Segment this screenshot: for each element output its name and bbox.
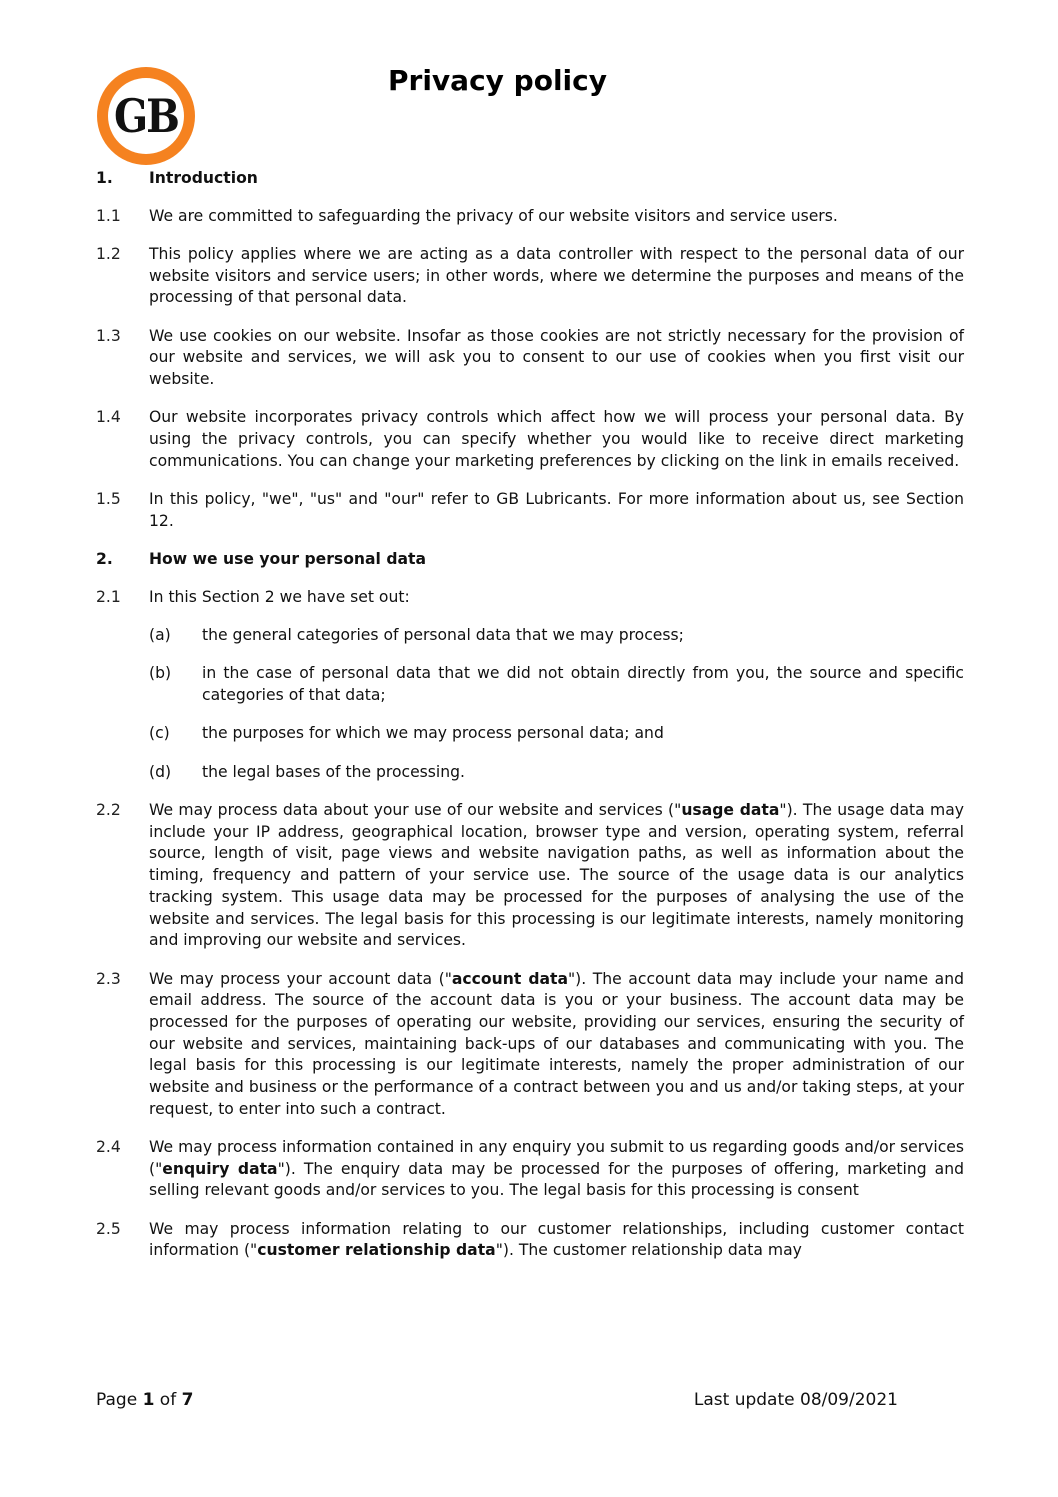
current-page: 1 xyxy=(142,1390,155,1410)
paragraph xyxy=(96,587,964,609)
paragraph-number: 1.5 xyxy=(96,490,121,509)
text-run: We may process information relating to our customer relationships, including customer contact information (" xyxy=(149,1219,964,1260)
paragraph-number: 2.3 xyxy=(96,969,121,988)
paragraph xyxy=(96,489,964,532)
paragraph-text xyxy=(149,1137,964,1202)
section-number: 1. xyxy=(96,169,113,187)
logo-inner-circle xyxy=(108,78,184,154)
list-item xyxy=(149,625,964,647)
paragraph xyxy=(96,1137,964,1202)
section-heading xyxy=(96,168,964,190)
paragraph-number: 2.5 xyxy=(96,1219,121,1238)
page-footer xyxy=(96,1390,898,1410)
list-item-label: (b) xyxy=(149,664,172,683)
page-number xyxy=(96,1390,193,1410)
text-run: We may process data about your use of our website and services (" xyxy=(149,801,682,819)
paragraph-text: We are committed to safeguarding the privacy of our website visitors and service users. xyxy=(149,206,838,225)
paragraph-text xyxy=(149,800,964,952)
logo-text: GB xyxy=(114,88,178,144)
list-item-label: (a) xyxy=(149,626,171,645)
section-heading xyxy=(96,549,964,571)
paragraph-number: 2.1 xyxy=(96,587,121,606)
paragraph-number: 2.2 xyxy=(96,801,121,819)
paragraph-text: This policy applies where we are acting as a data controller with respect to the personal data of our website visitors and service users; in other words, where we determine the purposes and means of the processing of that personal data. xyxy=(149,245,964,307)
paragraph-text xyxy=(149,1219,964,1262)
paragraph-text xyxy=(149,969,964,1121)
defined-term: account data xyxy=(451,969,568,988)
text-run: "). The usage data may include your IP address, geographical location, browser type and version, operating system, referral source, length of visit, page views and website navigation paths, as well as information about the timing, frequency and pattern of your service use. The source of the usage data is our analytics tracking system. This usage data may be processed for the purposes of analysing the use of the website and services. The legal basis for this processing is our legitimate interests, namely monitoring and improving our website and services. xyxy=(149,801,964,950)
section-title: How we use your personal data xyxy=(149,550,426,569)
paragraph-number: 1.1 xyxy=(96,206,121,225)
defined-term: customer relationship data xyxy=(257,1241,496,1260)
text-run: "). The account data may include your name and email address. The source of the account data is you or your business. The account data may be processed for the purposes of operating our website, providing our services, ensuring the security of our website and services, maintaining back-ups of our databases and communicating with you. The legal basis for this processing is our legitimate interests, namely the proper administration of our website and business or the performance of a contract between you and us and/or taking steps, at your request, to enter into such a contract. xyxy=(149,969,964,1118)
paragraph xyxy=(96,244,964,309)
paragraph xyxy=(96,407,964,472)
section-title: Introduction xyxy=(149,169,258,187)
paragraph-number: 1.3 xyxy=(96,326,121,345)
paragraph xyxy=(96,800,964,952)
paragraph-text: In this Section 2 we have set out: xyxy=(149,587,410,606)
section-number: 2. xyxy=(96,550,113,569)
total-pages: 7 xyxy=(181,1390,194,1410)
paragraph xyxy=(96,326,964,391)
paragraph-number: 2.4 xyxy=(96,1138,121,1157)
list-item-text: the general categories of personal data that we may process; xyxy=(202,626,684,645)
last-update: Last update 08/09/2021 xyxy=(693,1390,898,1410)
paragraph xyxy=(96,1219,964,1262)
list-item xyxy=(149,723,964,745)
page-label: Page xyxy=(96,1390,143,1410)
defined-term: enquiry data xyxy=(162,1159,278,1178)
paragraph-number: 1.4 xyxy=(96,408,121,427)
gb-logo xyxy=(97,67,195,165)
text-run: We may process your account data (" xyxy=(149,969,452,988)
list-item-label: (c) xyxy=(149,724,170,743)
list-item-label: (d) xyxy=(149,762,172,781)
list-item-text: in the case of personal data that we did not obtain directly from you, the source and specific categories of that data; xyxy=(202,664,964,705)
document-body xyxy=(96,168,964,1279)
paragraph xyxy=(96,969,964,1121)
text-run: "). The customer relationship data may xyxy=(495,1241,802,1260)
list-item xyxy=(149,663,964,706)
paragraph-number: 1.2 xyxy=(96,245,121,263)
paragraph-text: In this policy, "we", "us" and "our" refer to GB Lubricants. For more information about us, see Section 12. xyxy=(149,490,964,530)
page-of-label: of xyxy=(154,1390,182,1410)
list-item xyxy=(149,762,964,784)
defined-term: usage data xyxy=(681,801,780,819)
paragraph-text: Our website incorporates privacy controls which affect how we will process your personal data. By using the privacy controls, you can specify whether you would like to receive direct marketing communications. You can change your marketing preferences by clicking on the link in emails received. xyxy=(149,408,964,470)
text-run: We may process information contained in any enquiry you submit to us regarding goods and/or services (" xyxy=(149,1138,964,1178)
paragraph xyxy=(96,206,964,228)
list-item-text: the purposes for which we may process personal data; and xyxy=(202,724,664,743)
text-run: "). The enquiry data may be processed for the purposes of offering, marketing and selling relevant goods and/or services to you. The legal basis for this processing is consent xyxy=(149,1159,965,1200)
paragraph-text: We use cookies on our website. Insofar as those cookies are not strictly necessary for the provision of our website and services, we will ask you to consent to our use of cookies when you first visit our website. xyxy=(149,326,964,389)
list-item-text: the legal bases of the processing. xyxy=(202,762,465,781)
page-title: Privacy policy xyxy=(388,64,607,97)
